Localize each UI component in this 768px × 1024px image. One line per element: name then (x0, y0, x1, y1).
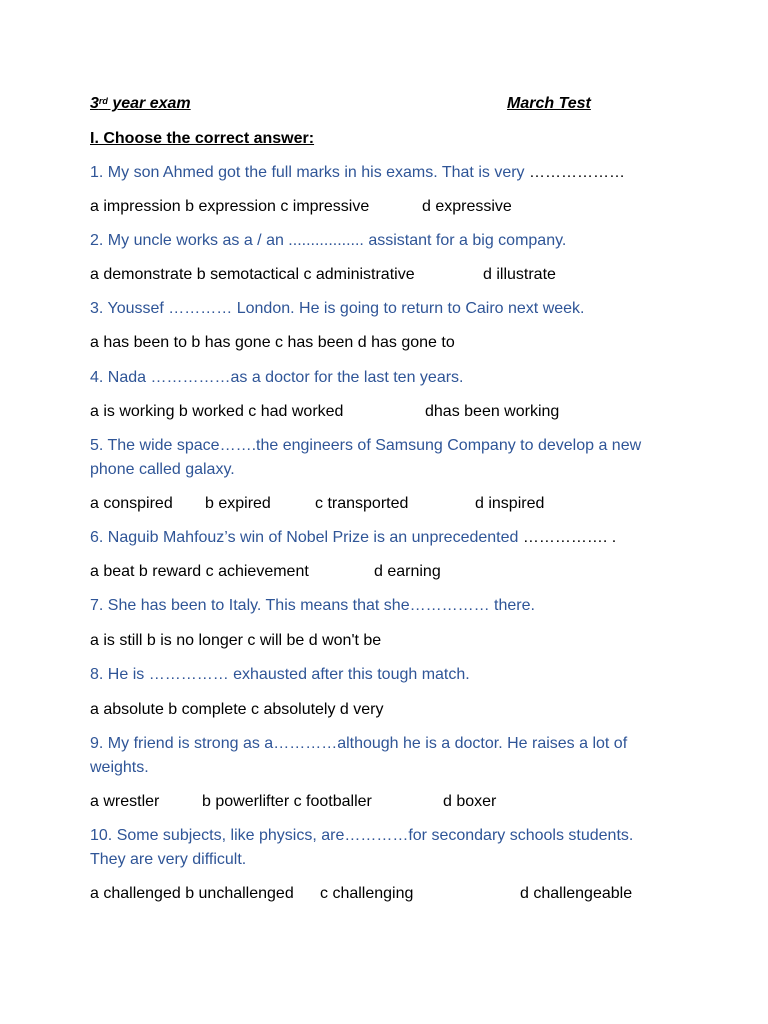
question-9: 9. My friend is strong as a…………although he is a doctor. He raises a lot of weights. (90, 735, 628, 776)
answers-6-d: d earning (374, 563, 441, 580)
answers-9-a: a wrestler (90, 793, 160, 810)
question-8: 8. He is …………… exhausted after this tough match. (90, 666, 470, 683)
test-title: March Test (507, 95, 591, 112)
answers-9-bc: b powerlifter c footballer (202, 793, 372, 810)
answers-2-d: d illustrate (483, 266, 556, 283)
question-5: 5. The wide space…….the engineers of Samsung Company to develop a new phone called galaxy. (90, 437, 642, 478)
answers-6: a beat b reward c achievement (90, 563, 309, 580)
answers-10-d: d challengeable (520, 885, 633, 902)
question-4: 4. Nada ……………as a doctor for the last ten years. (90, 369, 464, 386)
answers-10-c: c challenging (320, 885, 414, 902)
answers-9-d: d boxer (443, 793, 497, 810)
answers-1-d: d expressive (422, 198, 512, 215)
answers-4: a is working b worked c had worked (90, 403, 344, 420)
answers-8: a absolute b complete c absolutely d very (90, 701, 384, 718)
question-7: 7. She has been to Italy. This means that she…………… there. (90, 597, 535, 614)
answers-5-a: a conspired (90, 495, 173, 512)
answers-2: a demonstrate b semotactical c administrative (90, 266, 415, 283)
question-3: 3. Youssef ………… London. He is going to return to Cairo next week. (90, 300, 585, 317)
answers-10-ab: a challenged b unchallenged (90, 885, 294, 902)
answers-5-d: d inspired (475, 495, 545, 512)
exam-title: 3rd year exam (90, 95, 191, 112)
answers-4-d: dhas been working (425, 403, 560, 420)
answers-3: a has been to b has gone c has been d has gone to (90, 334, 455, 351)
answers-5-c: c transported (315, 495, 409, 512)
answers-7: a is still b is no longer c will be d won't be (90, 632, 382, 649)
section-title: I. Choose the correct answer: (90, 130, 315, 147)
question-6: 6. Naguib Mahfouz’s win of Nobel Prize is an unprecedented ……………. . (90, 529, 617, 546)
answers-5-b: b expired (205, 495, 271, 512)
question-2: 2. My uncle works as a / an ................. assistant for a big company. (90, 232, 567, 249)
answers-1: a impression b expression c impressive (90, 198, 370, 215)
question-1: 1. My son Ahmed got the full marks in his exams. That is very ……………… (90, 164, 625, 181)
question-10: 10. Some subjects, like physics, are…………for secondary schools students. They are very difficult. (90, 827, 634, 868)
